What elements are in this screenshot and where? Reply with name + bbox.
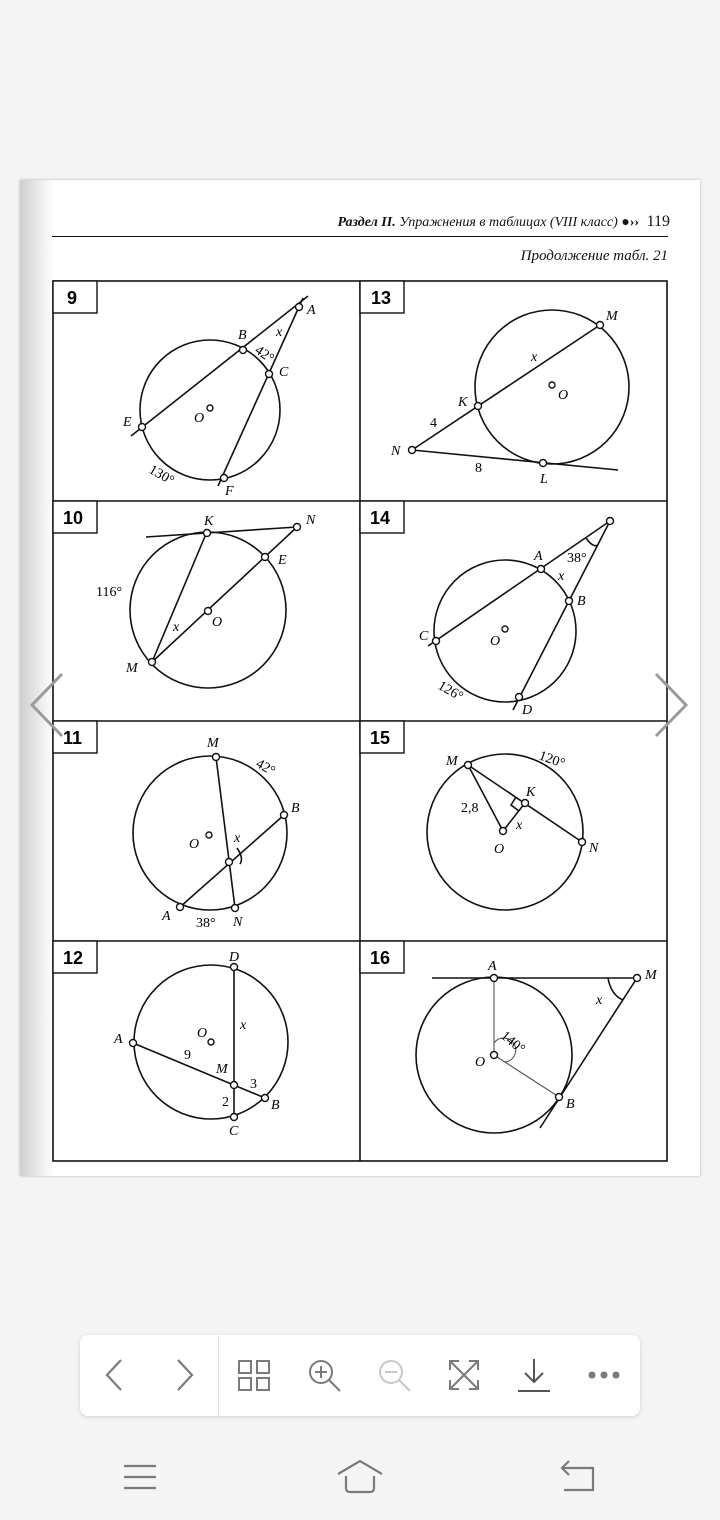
home-button[interactable] <box>335 1456 385 1500</box>
point-label: O <box>490 634 501 649</box>
segment-label: 9 <box>184 1048 191 1063</box>
header-title: Упражнения в таблицах (VIII класс) <box>399 215 618 230</box>
problem-14 <box>360 501 614 718</box>
point-label: C <box>279 365 289 380</box>
point-label: A <box>114 1032 123 1047</box>
arc-label: 130° <box>146 462 177 489</box>
point-label: O <box>558 388 569 403</box>
point-label: L <box>540 472 548 487</box>
back-button[interactable] <box>95 1355 135 1395</box>
point-label: O <box>197 1026 208 1041</box>
point-label: M <box>606 309 618 324</box>
point-label: C <box>229 1124 239 1139</box>
angle-label: 42° <box>251 342 277 367</box>
unknown-label: x <box>276 325 283 340</box>
download-button[interactable] <box>514 1355 554 1395</box>
problem-12 <box>53 941 288 1139</box>
grid-icon <box>234 1355 274 1395</box>
back-icon <box>95 1355 135 1395</box>
point-label: O <box>494 842 505 857</box>
point-label: A <box>534 549 543 564</box>
prev-page-button[interactable] <box>26 670 66 740</box>
segment-label: 8 <box>475 461 482 476</box>
problem-number: 12 <box>63 948 84 968</box>
point-label: A <box>162 909 171 924</box>
point-label: E <box>278 553 287 568</box>
point-label: M <box>645 968 657 983</box>
problem-number: 9 <box>67 288 78 308</box>
point-label: F <box>225 484 234 499</box>
chevron-left-icon <box>26 670 66 740</box>
point-label: K <box>204 514 214 529</box>
point-label: N <box>233 915 243 930</box>
chevron-right-icon <box>652 670 692 740</box>
point-label: A <box>307 303 316 318</box>
point-label: O <box>189 837 200 852</box>
problem-9 <box>53 281 316 499</box>
unknown-label: x <box>558 569 565 584</box>
point-label: M <box>216 1062 228 1077</box>
problem-number: 13 <box>371 288 392 308</box>
point-label: M <box>126 661 138 676</box>
segment-label: 2 <box>222 1095 229 1110</box>
problem-10 <box>53 501 316 688</box>
fullscreen-icon <box>444 1355 484 1395</box>
menu-icon <box>115 1456 165 1500</box>
system-nav-bar <box>0 1436 720 1520</box>
problem-number: 11 <box>63 728 83 748</box>
problem-11 <box>53 721 300 931</box>
arc-label: 38° <box>196 916 216 931</box>
point-label: E <box>123 415 132 430</box>
point-label: B <box>238 328 247 343</box>
next-page-button[interactable] <box>652 670 692 740</box>
problem-15 <box>360 721 599 910</box>
point-label: C <box>419 629 429 644</box>
unknown-label: x <box>234 831 241 846</box>
arc-label: 126° <box>435 678 466 705</box>
segment-label: 4 <box>430 416 437 431</box>
unknown-label: x <box>596 993 603 1008</box>
zoom-in-button[interactable] <box>304 1355 344 1395</box>
point-label: N <box>391 444 401 459</box>
angle-label: 38° <box>567 551 587 566</box>
table-subtitle: Продолжение табл. 21 <box>520 248 668 264</box>
zoom-in-icon <box>304 1355 344 1395</box>
grid-view-button[interactable] <box>234 1355 274 1395</box>
unknown-label: x <box>531 350 538 365</box>
problem-number: 14 <box>370 508 391 528</box>
return-icon <box>555 1456 605 1500</box>
unknown-label: x <box>173 620 180 635</box>
viewer-toolbar <box>80 1335 640 1416</box>
point-label: B <box>291 801 300 816</box>
page-number: 119 <box>646 213 670 230</box>
point-label: M <box>207 736 219 751</box>
toolbar-divider <box>218 1335 219 1416</box>
download-icon <box>514 1355 554 1395</box>
fullscreen-button[interactable] <box>444 1355 484 1395</box>
point-label: N <box>306 513 316 528</box>
home-icon <box>335 1456 385 1500</box>
point-label: N <box>589 841 599 856</box>
zoom-out-button[interactable] <box>374 1355 414 1395</box>
unknown-label: x <box>516 818 523 833</box>
header-dots: ●›› <box>621 215 640 230</box>
point-label: O <box>475 1055 486 1070</box>
point-label: M <box>446 754 458 769</box>
point-label: D <box>522 703 533 718</box>
forward-icon <box>164 1355 204 1395</box>
arc-label: 116° <box>96 585 123 600</box>
more-button[interactable] <box>584 1355 624 1395</box>
segment-label: 2,8 <box>461 801 479 816</box>
problem-number: 10 <box>63 508 84 528</box>
point-label: O <box>194 411 205 426</box>
point-label: O <box>212 615 223 630</box>
point-label: K <box>526 785 536 800</box>
arc-label: 120° <box>536 748 567 772</box>
forward-button[interactable] <box>164 1355 204 1395</box>
point-label: D <box>229 950 240 965</box>
point-label: B <box>577 594 586 609</box>
point-label: B <box>566 1097 575 1112</box>
problem-13 <box>360 281 629 487</box>
unknown-label: x <box>240 1018 247 1033</box>
return-button[interactable] <box>555 1456 605 1500</box>
problem-number: 15 <box>370 728 391 748</box>
point-label: B <box>271 1098 280 1113</box>
point-label: A <box>488 959 497 974</box>
more-icon <box>584 1355 624 1395</box>
header-section: Раздел II. <box>337 215 396 230</box>
angle-label: 140° <box>497 1028 528 1058</box>
segment-label: 3 <box>250 1077 257 1092</box>
problem-16 <box>360 941 658 1133</box>
problem-number: 16 <box>370 948 391 968</box>
arc-label: 42° <box>253 756 278 780</box>
menu-button[interactable] <box>115 1456 165 1500</box>
point-label: K <box>458 395 468 410</box>
zoom-out-icon <box>374 1355 414 1395</box>
